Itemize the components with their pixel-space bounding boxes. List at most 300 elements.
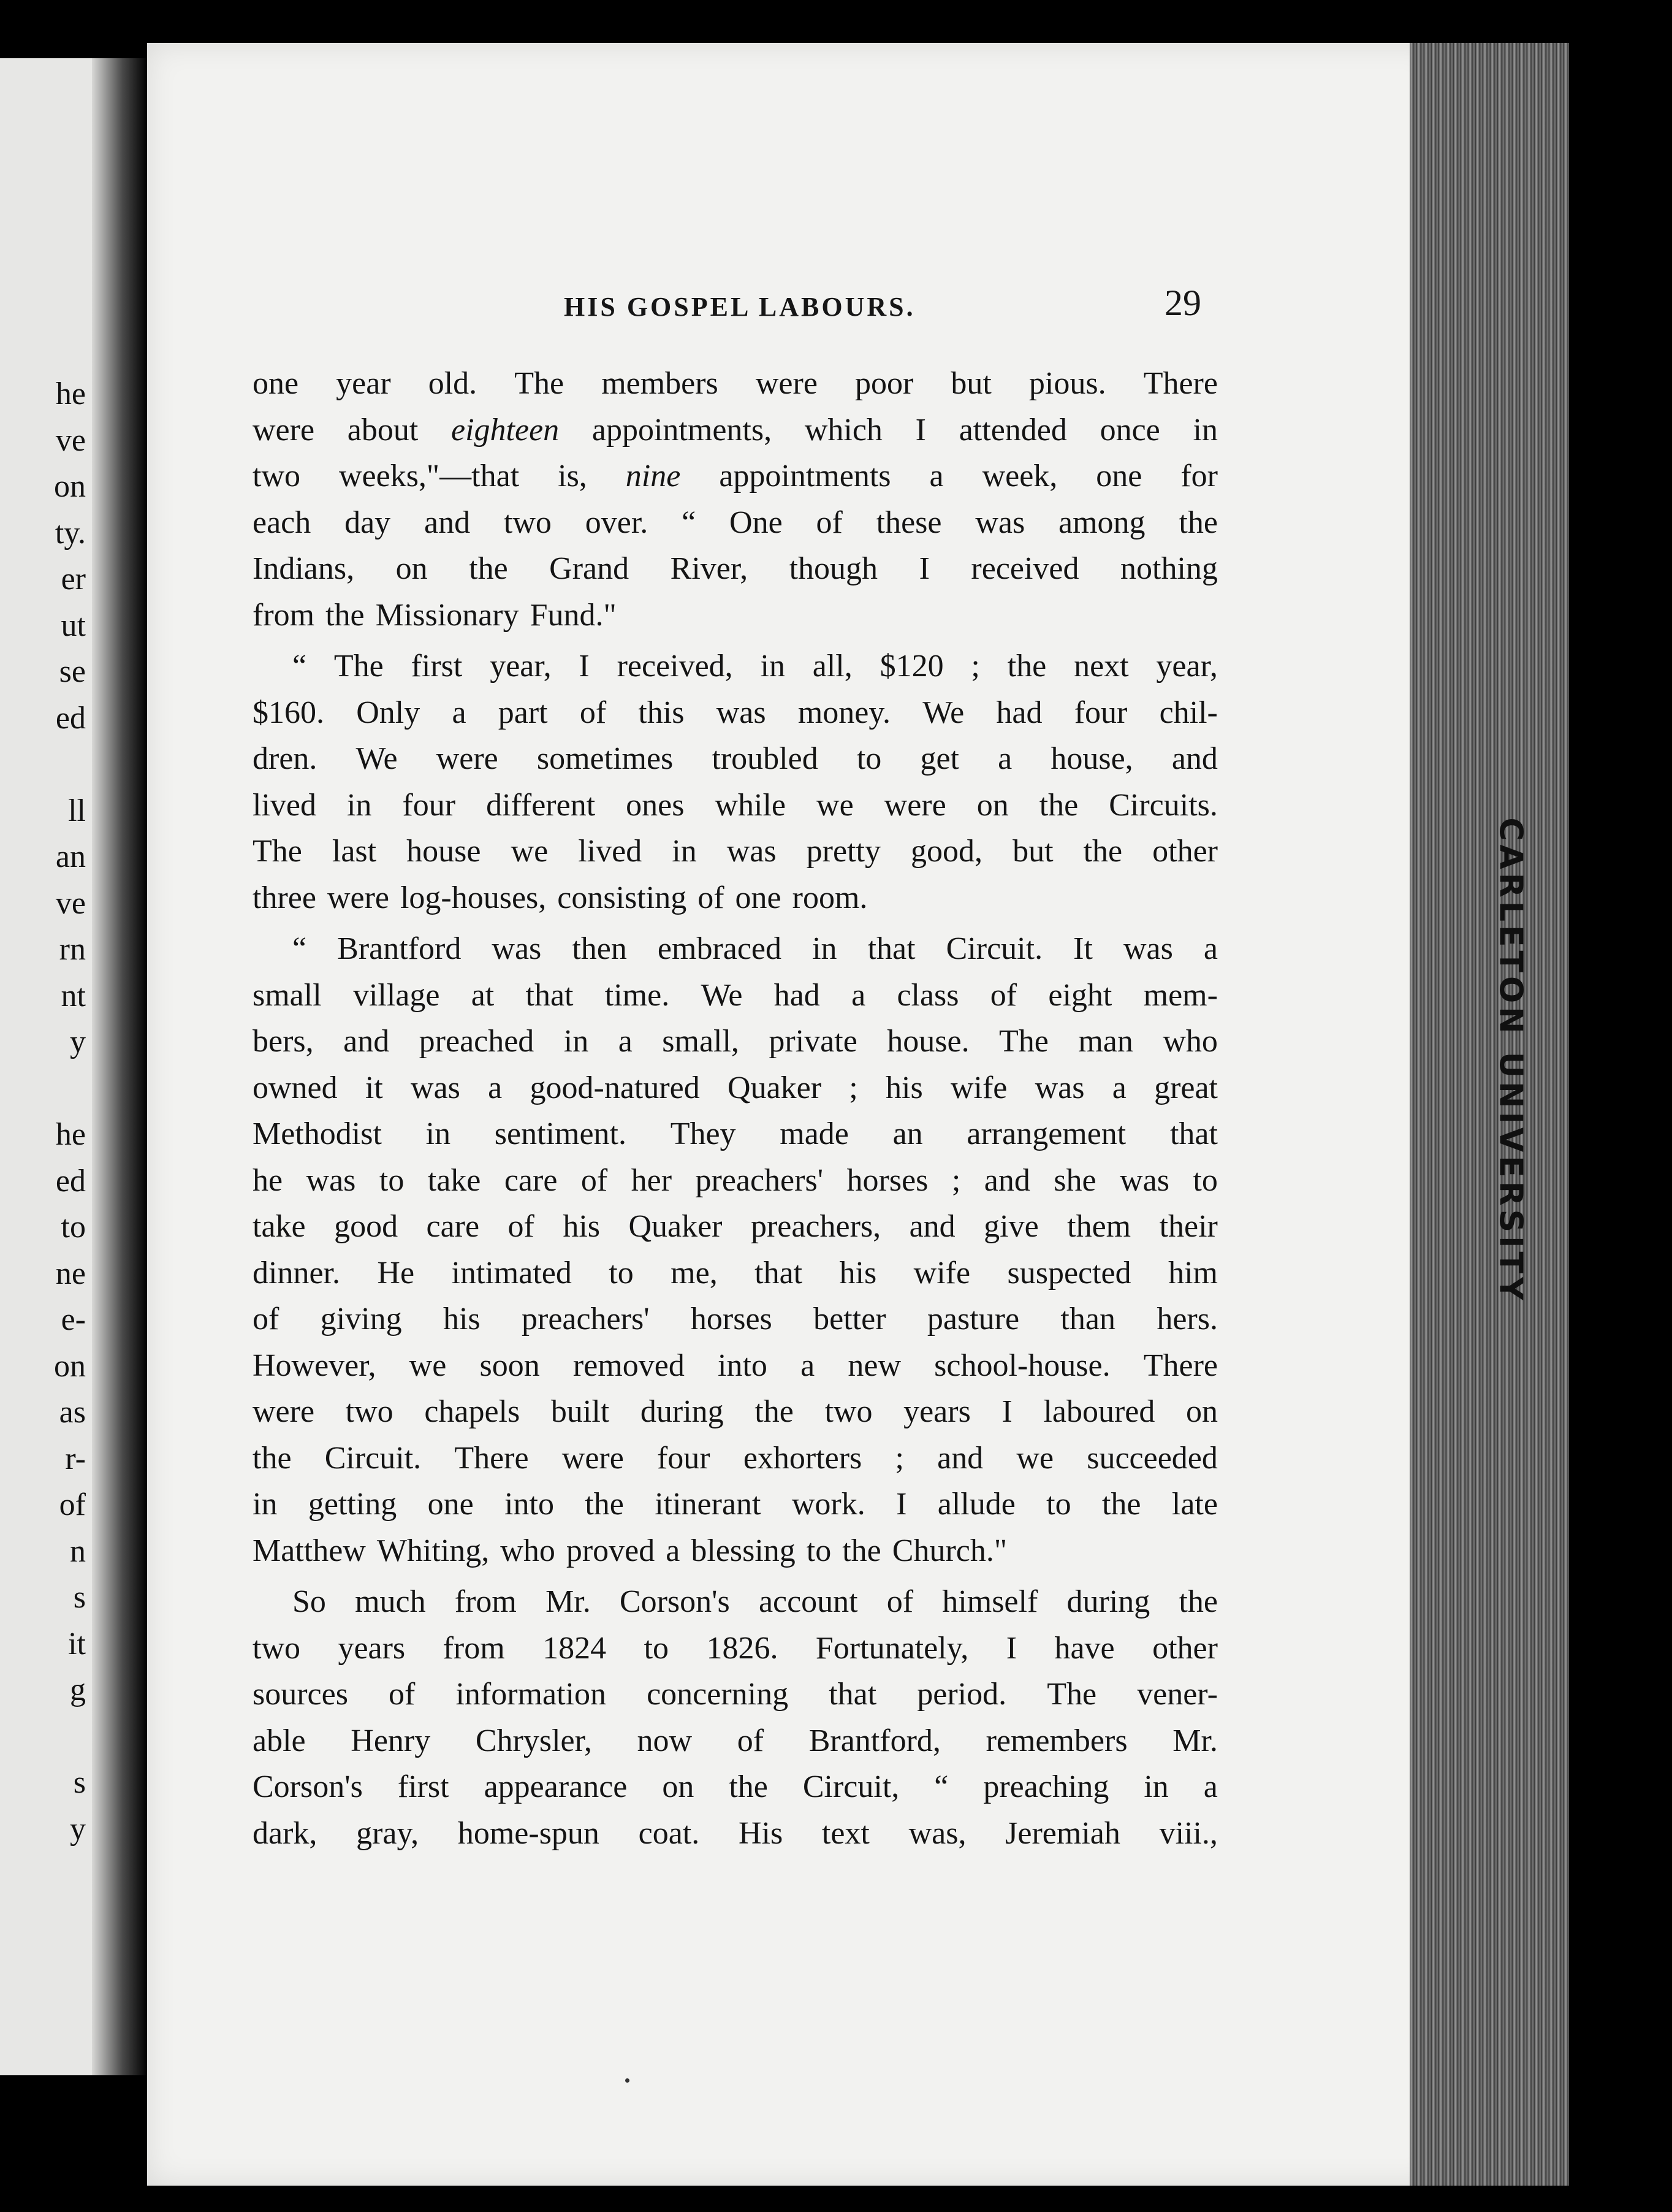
text-line <box>253 1625 1218 1672</box>
left-page-fragment: n <box>70 1533 86 1569</box>
word: to <box>609 1255 634 1291</box>
text-line <box>253 360 1218 407</box>
word: appointments, <box>591 412 772 448</box>
word: a <box>851 977 866 1013</box>
left-page-fragment: y <box>70 1811 86 1847</box>
word: house <box>406 834 481 869</box>
text-line <box>253 453 1218 500</box>
text-line <box>253 592 1218 639</box>
word: a <box>1203 1769 1218 1804</box>
word: One <box>729 505 783 540</box>
word: new <box>848 1348 901 1383</box>
left-page-fragment: e- <box>61 1302 86 1337</box>
word: give <box>984 1209 1039 1244</box>
word: years <box>903 1394 971 1429</box>
word: troubled <box>712 741 818 776</box>
word: Circuit, <box>802 1769 900 1804</box>
word: The <box>333 649 384 684</box>
word: were <box>436 741 498 776</box>
word: the <box>469 551 508 586</box>
word: in <box>346 787 372 823</box>
word: his <box>563 1209 600 1244</box>
word: but <box>1013 834 1054 869</box>
word: last <box>332 834 377 869</box>
word: made <box>780 1116 849 1151</box>
word: two <box>253 1630 300 1666</box>
left-page-fragment: ve <box>55 422 86 458</box>
word: appointments <box>719 459 891 494</box>
word: sentiment. <box>494 1116 626 1151</box>
word: his <box>443 1302 481 1337</box>
paragraph-gap <box>253 1574 1218 1579</box>
word: the <box>842 1533 881 1568</box>
word: late <box>1171 1487 1218 1522</box>
word: the <box>253 1440 292 1476</box>
word: in <box>672 834 697 869</box>
word: have <box>1054 1630 1115 1666</box>
word: of <box>579 695 607 730</box>
word: Grand <box>549 551 629 586</box>
text-line <box>253 1671 1218 1718</box>
word: himself <box>942 1584 1038 1619</box>
word: wife <box>913 1255 971 1291</box>
word: a <box>666 1533 680 1568</box>
word: was <box>975 505 1025 540</box>
word: their <box>1159 1209 1218 1244</box>
left-page-fragment <box>0 1714 86 1760</box>
word: Corson's <box>619 1584 730 1619</box>
word: suspected <box>1007 1255 1131 1291</box>
edge-stamp-text: CARLETON UNIVERSITY <box>1492 817 1530 1304</box>
word: He <box>377 1255 415 1291</box>
word: two <box>253 459 300 494</box>
word: take <box>253 1209 306 1244</box>
text-line <box>253 1389 1218 1435</box>
left-page-fragment: ll <box>68 793 86 828</box>
text-line <box>253 1579 1218 1625</box>
word: They <box>670 1116 736 1151</box>
left-page-fragment: r- <box>65 1441 86 1476</box>
word: good, <box>911 834 983 869</box>
word: good <box>334 1209 398 1244</box>
word: embraced <box>657 931 782 966</box>
word: River, <box>670 551 748 586</box>
word: received, <box>617 649 733 684</box>
word: house. <box>887 1024 970 1059</box>
word: dark, <box>253 1815 317 1851</box>
word: the <box>754 1394 794 1429</box>
word: an <box>892 1116 923 1151</box>
word: consisting <box>557 880 687 915</box>
word: preachers' <box>695 1162 824 1198</box>
word: removed <box>572 1348 685 1383</box>
word: eight <box>1048 977 1112 1013</box>
word: coat. <box>638 1815 700 1851</box>
word: and <box>909 1209 956 1244</box>
word: about <box>347 412 419 448</box>
word: Fortunately, <box>815 1630 969 1666</box>
word: now <box>637 1723 693 1758</box>
word: getting <box>308 1487 397 1522</box>
word: of <box>816 505 843 540</box>
print-speck <box>625 2078 629 2083</box>
word: then <box>572 931 627 966</box>
word: Circuit. <box>324 1440 422 1476</box>
word: laboured <box>1043 1394 1155 1429</box>
word: from <box>454 1584 517 1619</box>
word: small <box>253 977 322 1013</box>
text-line <box>253 1296 1218 1343</box>
word: was <box>716 695 766 730</box>
left-page-fragment: on <box>54 1348 86 1384</box>
text-line <box>253 407 1218 454</box>
word: from <box>443 1630 505 1666</box>
word: a <box>800 1348 815 1383</box>
word: year, <box>490 649 552 684</box>
word: all, <box>812 649 853 684</box>
word: was <box>1035 1070 1085 1105</box>
word: small, <box>662 1024 739 1059</box>
word: Brantford <box>337 931 462 966</box>
word: that <box>867 931 916 966</box>
word: were <box>755 366 818 401</box>
word: ; <box>951 1162 961 1198</box>
page-number: 29 <box>1165 283 1201 323</box>
word: I <box>1001 1394 1013 1429</box>
word: get <box>920 741 959 776</box>
word: appearance <box>484 1769 628 1804</box>
word: soon <box>479 1348 540 1383</box>
text-line <box>253 1528 1218 1574</box>
left-page-fragment: rn <box>59 932 86 967</box>
word: attended <box>959 412 1067 448</box>
library-edge-stamp <box>1486 797 1535 1324</box>
text-line <box>253 1481 1218 1528</box>
word: pretty <box>806 834 881 869</box>
word: was <box>1120 1162 1169 1198</box>
word: class <box>897 977 959 1013</box>
word: were <box>253 1394 315 1429</box>
word: year, <box>1156 649 1218 684</box>
text-line <box>253 500 1218 546</box>
word: that <box>525 977 574 1013</box>
word: much <box>355 1584 426 1619</box>
word: was <box>411 1070 460 1105</box>
word: village <box>352 977 440 1013</box>
word: year <box>336 366 391 401</box>
running-header: HIS GOSPEL LABOURS. <box>564 292 916 322</box>
word: it <box>365 1070 383 1105</box>
word: “ <box>292 649 307 684</box>
left-page-fragment: he <box>55 376 86 411</box>
word: had <box>996 695 1043 730</box>
word: a <box>618 1024 633 1059</box>
word: in <box>1193 412 1218 448</box>
word: arrangement <box>967 1116 1127 1151</box>
word: the <box>1007 649 1047 684</box>
word: The <box>999 1024 1049 1059</box>
left-page-fragment: as <box>59 1395 86 1430</box>
word: and <box>937 1440 984 1476</box>
word: them <box>1067 1209 1131 1244</box>
text-line <box>253 690 1218 736</box>
left-page-fragment: on <box>54 469 86 504</box>
word: of <box>886 1584 914 1619</box>
word: first <box>411 649 463 684</box>
word: we <box>1016 1440 1054 1476</box>
paragraph-gap <box>253 921 1218 926</box>
text-line <box>253 1111 1218 1157</box>
word: Corson's <box>253 1769 363 1804</box>
text-line <box>253 972 1218 1019</box>
word: his <box>839 1255 877 1291</box>
word: intimated <box>451 1255 572 1291</box>
word: school-house. <box>934 1348 1111 1383</box>
word: a <box>488 1070 503 1105</box>
word: of <box>580 1162 608 1198</box>
word: There <box>1143 1348 1218 1383</box>
word: in <box>760 649 785 684</box>
word: lived <box>578 834 642 869</box>
word: exhorters <box>743 1440 862 1476</box>
word: three <box>253 880 316 915</box>
word: text <box>821 1815 870 1851</box>
word: Whiting, <box>376 1533 490 1568</box>
word: “ <box>292 931 307 966</box>
word: dren. <box>253 741 317 776</box>
word: while <box>715 787 786 823</box>
word: So <box>292 1584 326 1619</box>
word: bers, <box>253 1024 314 1059</box>
left-page-fragment: y <box>70 1024 86 1059</box>
word: a <box>1203 931 1218 966</box>
word: There <box>1143 366 1218 401</box>
word: gray, <box>356 1815 419 1851</box>
word: other <box>1152 1630 1218 1666</box>
word: were <box>327 880 389 915</box>
word: in <box>1144 1769 1169 1804</box>
word: The <box>1047 1677 1097 1712</box>
word: over. <box>585 505 648 540</box>
word: the <box>1179 505 1218 540</box>
word: chapels <box>424 1394 520 1429</box>
word: preachers' <box>522 1302 650 1337</box>
left-page-fragment <box>0 1066 86 1112</box>
word: care <box>504 1162 558 1198</box>
word: in <box>425 1116 451 1151</box>
word: in <box>253 1487 278 1522</box>
word: Mr. <box>545 1584 591 1619</box>
text-line <box>253 1250 1218 1297</box>
word: dinner. <box>253 1255 340 1291</box>
word: Matthew <box>253 1533 366 1568</box>
word: We <box>922 695 965 730</box>
word: We <box>355 741 398 776</box>
word: on <box>976 787 1009 823</box>
word: that <box>1169 1116 1218 1151</box>
word: in <box>563 1024 589 1059</box>
left-page-fragment: g <box>70 1672 86 1707</box>
left-page-fragment: se <box>59 654 86 689</box>
word: preached <box>419 1024 534 1059</box>
word: that <box>829 1677 877 1712</box>
text-line <box>253 1718 1218 1764</box>
book-gutter <box>92 58 147 2075</box>
word: two <box>503 505 552 540</box>
text-line <box>253 643 1218 690</box>
word: and <box>984 1162 1030 1198</box>
word: pasture <box>927 1302 1020 1337</box>
word: each <box>253 505 311 540</box>
word: Quaker <box>628 1209 723 1244</box>
word: to <box>644 1630 669 1666</box>
left-page-fragment: ne <box>55 1256 86 1291</box>
word: blessing <box>691 1533 796 1568</box>
word: Circuit. <box>946 931 1043 966</box>
text-line <box>253 1343 1218 1389</box>
word: sometimes <box>536 741 674 776</box>
word: who <box>1163 1024 1218 1059</box>
word: ones <box>626 787 685 823</box>
word: private <box>769 1024 857 1059</box>
word: had <box>773 977 820 1013</box>
word: I <box>1006 1630 1017 1666</box>
word: from <box>253 597 315 633</box>
word: preachers, <box>750 1209 881 1244</box>
word: one <box>1096 459 1142 494</box>
word: next <box>1074 649 1129 684</box>
word: we <box>409 1348 447 1383</box>
left-page-fragment: s <box>73 1765 86 1800</box>
text-line <box>253 1203 1218 1250</box>
text-line <box>253 828 1218 875</box>
word: and <box>343 1024 390 1059</box>
word: two <box>345 1394 393 1429</box>
text-line <box>253 1065 1218 1112</box>
word: on <box>662 1769 694 1804</box>
left-page-fragment: to <box>61 1210 86 1245</box>
word: hers. <box>1157 1302 1218 1337</box>
word: I <box>896 1487 907 1522</box>
text-line <box>253 875 1218 921</box>
word: There <box>454 1440 529 1476</box>
word: we <box>816 787 854 823</box>
word: the <box>325 597 365 633</box>
word: The <box>253 834 302 869</box>
word: a <box>1112 1070 1127 1105</box>
word: the <box>1083 834 1123 869</box>
word: on <box>395 551 428 586</box>
word: I <box>915 412 926 448</box>
word: proved <box>566 1533 655 1568</box>
word: four <box>656 1440 710 1476</box>
word: two <box>824 1394 873 1429</box>
word: which <box>804 412 883 448</box>
word: were <box>884 787 946 823</box>
word: horses <box>690 1302 772 1337</box>
word: that <box>754 1255 803 1291</box>
word: received <box>971 551 1079 586</box>
left-page-fragment: ut <box>61 608 86 643</box>
word: was <box>1123 931 1173 966</box>
word: one <box>735 880 781 915</box>
left-page-fragment: ty. <box>55 515 86 551</box>
left-page-fragment: an <box>55 839 86 874</box>
left-page-fragment: it <box>68 1626 86 1661</box>
word: day <box>344 505 391 540</box>
word: his <box>886 1070 923 1105</box>
word: care <box>426 1209 480 1244</box>
word: Henry <box>351 1723 431 1758</box>
word: to <box>806 1533 832 1568</box>
left-page-fragment: of <box>59 1487 86 1522</box>
word: a <box>929 459 944 494</box>
word: week, <box>982 459 1058 494</box>
word: of <box>990 977 1017 1013</box>
word: at <box>471 977 495 1013</box>
word: of <box>737 1723 764 1758</box>
text-line <box>253 782 1218 829</box>
word: lived <box>253 787 316 823</box>
word: these <box>876 505 942 540</box>
text-line <box>253 736 1218 782</box>
word: house, <box>1051 741 1133 776</box>
word: one <box>427 1487 474 1522</box>
word: than <box>1060 1302 1115 1337</box>
word: Missionary <box>375 597 519 633</box>
text-line <box>253 546 1218 592</box>
word: of <box>389 1677 416 1712</box>
text-line <box>253 1157 1218 1204</box>
word: nothing <box>1120 551 1218 586</box>
word: wife <box>950 1070 1008 1105</box>
word: information <box>455 1677 606 1712</box>
word: Jeremiah <box>1005 1815 1120 1851</box>
word: $120 <box>880 649 944 684</box>
word: into <box>504 1487 554 1522</box>
word: built <box>550 1394 610 1429</box>
word: Indians, <box>253 551 355 586</box>
word: succeeded <box>1087 1440 1218 1476</box>
word: was <box>306 1162 356 1198</box>
word: 1826. <box>706 1630 778 1666</box>
word: four <box>402 787 456 823</box>
word: giving <box>320 1302 402 1337</box>
left-page-fragment: er <box>61 562 86 597</box>
word: poor <box>854 366 914 401</box>
word: We <box>701 977 743 1013</box>
word: Methodist <box>253 1116 382 1151</box>
word: room. <box>792 880 868 915</box>
text-line <box>253 1435 1218 1482</box>
word: the <box>585 1487 624 1522</box>
word: good-natured <box>530 1070 700 1105</box>
word: him <box>1168 1255 1218 1291</box>
word: were <box>253 412 315 448</box>
word: His <box>738 1815 783 1851</box>
word: she <box>1054 1162 1096 1198</box>
word: log-houses, <box>400 880 547 915</box>
word: the <box>729 1769 768 1804</box>
word: Only <box>356 695 420 730</box>
word: this <box>638 695 685 730</box>
word: though <box>789 551 878 586</box>
word: account <box>758 1584 858 1619</box>
word: a <box>998 741 1013 776</box>
word: of <box>507 1209 534 1244</box>
word: on <box>1186 1394 1218 1429</box>
word: preaching <box>983 1769 1109 1804</box>
